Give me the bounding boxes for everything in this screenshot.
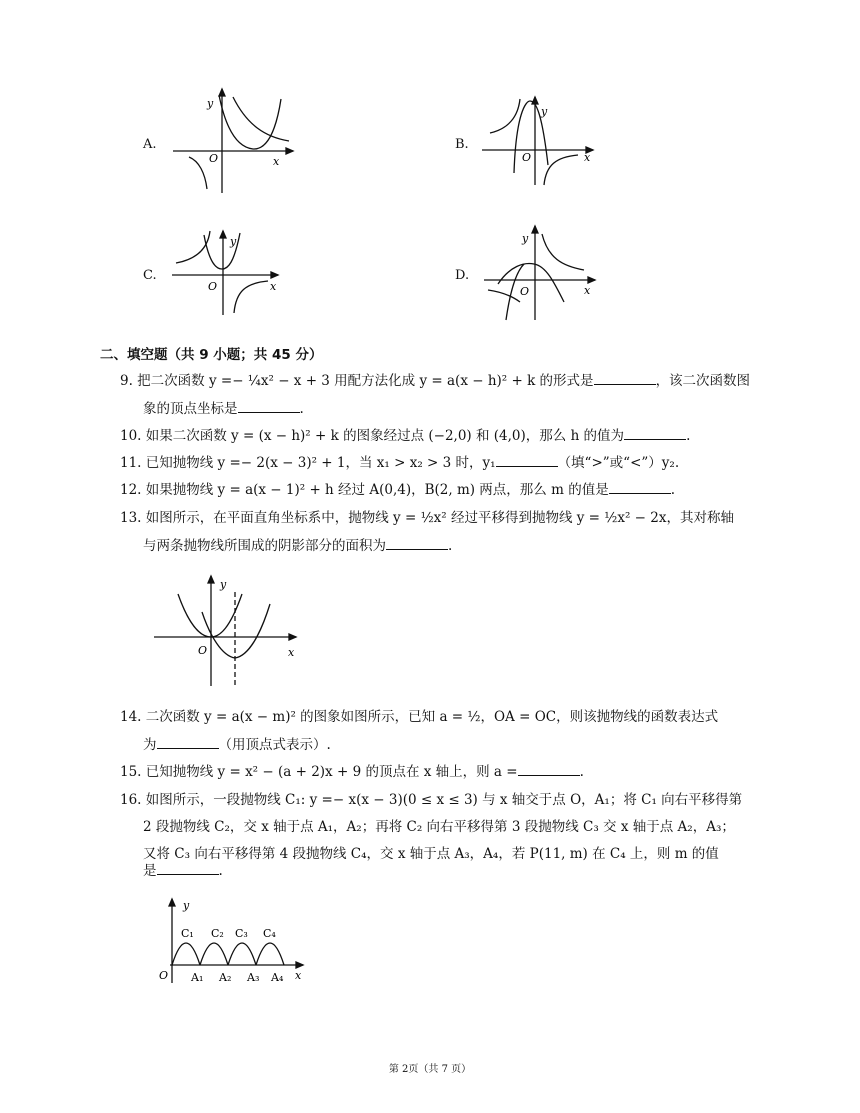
option-c-label: C. (143, 268, 157, 283)
svg-text:y: y (522, 232, 529, 245)
answer-blank[interactable] (238, 398, 300, 413)
svg-text:x: x (270, 280, 277, 293)
answer-blank[interactable] (594, 370, 656, 385)
curve-c2 (200, 943, 228, 965)
option-d-label: D. (455, 268, 470, 283)
svg-text:x: x (584, 284, 591, 297)
question-16-line-1: 16. 如图所示，一段抛物线 C₁: y =− x(x − 3)(0 ≤ x ≤ 3) 与 x 轴交于点 O，A₁；将 C₁ 向右平移得第 (120, 792, 743, 808)
option-b-graph (478, 93, 598, 188)
option-a-label: A. (143, 137, 157, 152)
answer-blank[interactable] (157, 860, 219, 875)
svg-text:y: y (183, 899, 190, 912)
option-d-graph (480, 222, 600, 322)
question-13-line-2: 与两条抛物线所围成的阴影部分的面积为 . (143, 535, 452, 557)
question-12: 12. 如果抛物线 y = a(x − 1)² + h 经过 A(0,4)，B(2, m) 两点，那么 m 的值是 . (120, 479, 675, 501)
svg-text:O: O (522, 151, 532, 164)
question-10: 10. 如果二次函数 y = (x − h)² + k 的图象经过点 (−2,0) 和 (4,0)，那么 h 的值为 . (120, 425, 690, 447)
parabola-shifted (202, 604, 270, 658)
label-c2: C₂ (211, 927, 224, 940)
option-a-graph (165, 85, 300, 195)
label-a2: A₂ (219, 971, 232, 984)
svg-text:O: O (159, 969, 169, 982)
question-9-line-1: 9. 把二次函数 y =− ¼x² − x + 3 用配方法化成 y = a(x − h)² + k 的形式是 ，该二次函数图 (120, 370, 750, 392)
label-c1: C₁ (181, 927, 194, 940)
label-c4: C₄ (263, 927, 276, 940)
label-a4: A₄ (271, 971, 284, 984)
x-label: x (273, 155, 280, 168)
svg-text:O: O (208, 280, 218, 293)
svg-text:x: x (288, 646, 295, 659)
option-b-label: B. (455, 137, 469, 152)
question-9-line-2: 象的顶点坐标是 . (143, 398, 304, 420)
svg-text:y: y (220, 578, 227, 591)
question-11: 11. 已知抛物线 y =− 2(x − 3)² + 1，当 x₁ > x₂ > 3 时，y₁ （填“>”或“<”）y₂. (120, 452, 679, 474)
curve-c1 (172, 943, 200, 965)
question-16-line-2: 2 段抛物线 C₂，交 x 轴于点 A₁，A₂；再将 C₂ 向右平移得第 3 段抛物线 C₃ 交 x 轴于点 A₂，A₃； (143, 819, 735, 835)
label-c3: C₃ (235, 927, 248, 940)
hyperbola-left (189, 157, 207, 189)
question-16-line-3: 又将 C₃ 向右平移得第 4 段抛物线 C₄，交 x 轴于点 A₃，A₄，若 P(11, m) 在 C₄ 上，则 m 的值 (143, 846, 719, 862)
page-footer: 第 2页（共 7 页） (388, 1064, 472, 1075)
svg-text:x: x (295, 969, 302, 982)
answer-blank[interactable] (518, 761, 580, 776)
label-a1: A₁ (191, 971, 204, 984)
question-14-line-2: 为 （用顶点式表示）. (143, 734, 331, 756)
y-label: y (207, 97, 214, 110)
answer-blank[interactable] (157, 734, 219, 749)
svg-text:y: y (230, 235, 237, 248)
curve-c3 (228, 943, 256, 965)
answer-blank[interactable] (496, 452, 558, 467)
section-title: 二、填空题（共 9 小题；共 45 分） (100, 347, 323, 363)
origin-label: O (209, 152, 219, 165)
label-a3: A₃ (247, 971, 260, 984)
question-13-figure (150, 572, 300, 690)
answer-blank[interactable] (609, 479, 671, 494)
curve-c4 (256, 943, 284, 965)
answer-blank[interactable] (624, 425, 686, 440)
question-15: 15. 已知抛物线 y = x² − (a + 2)x + 9 的顶点在 x 轴上，则 a = . (120, 761, 584, 783)
svg-text:O: O (198, 644, 208, 657)
question-13-line-1: 13. 如图所示，在平面直角坐标系中，抛物线 y = ½x² 经过平移得到抛物线 y = ½x² − 2x，其对称轴 (120, 510, 734, 526)
question-14-line-1: 14. 二次函数 y = a(x − m)² 的图象如图所示，已知 a = ½，OA = OC，则该抛物线的函数表达式 (120, 709, 719, 725)
question-16-figure (155, 895, 315, 990)
svg-text:y: y (541, 105, 548, 118)
question-16-line-4: 是 . (143, 860, 223, 882)
option-c-graph (168, 227, 283, 317)
svg-text:O: O (520, 285, 530, 298)
answer-blank[interactable] (386, 535, 448, 550)
svg-text:x: x (584, 151, 591, 164)
